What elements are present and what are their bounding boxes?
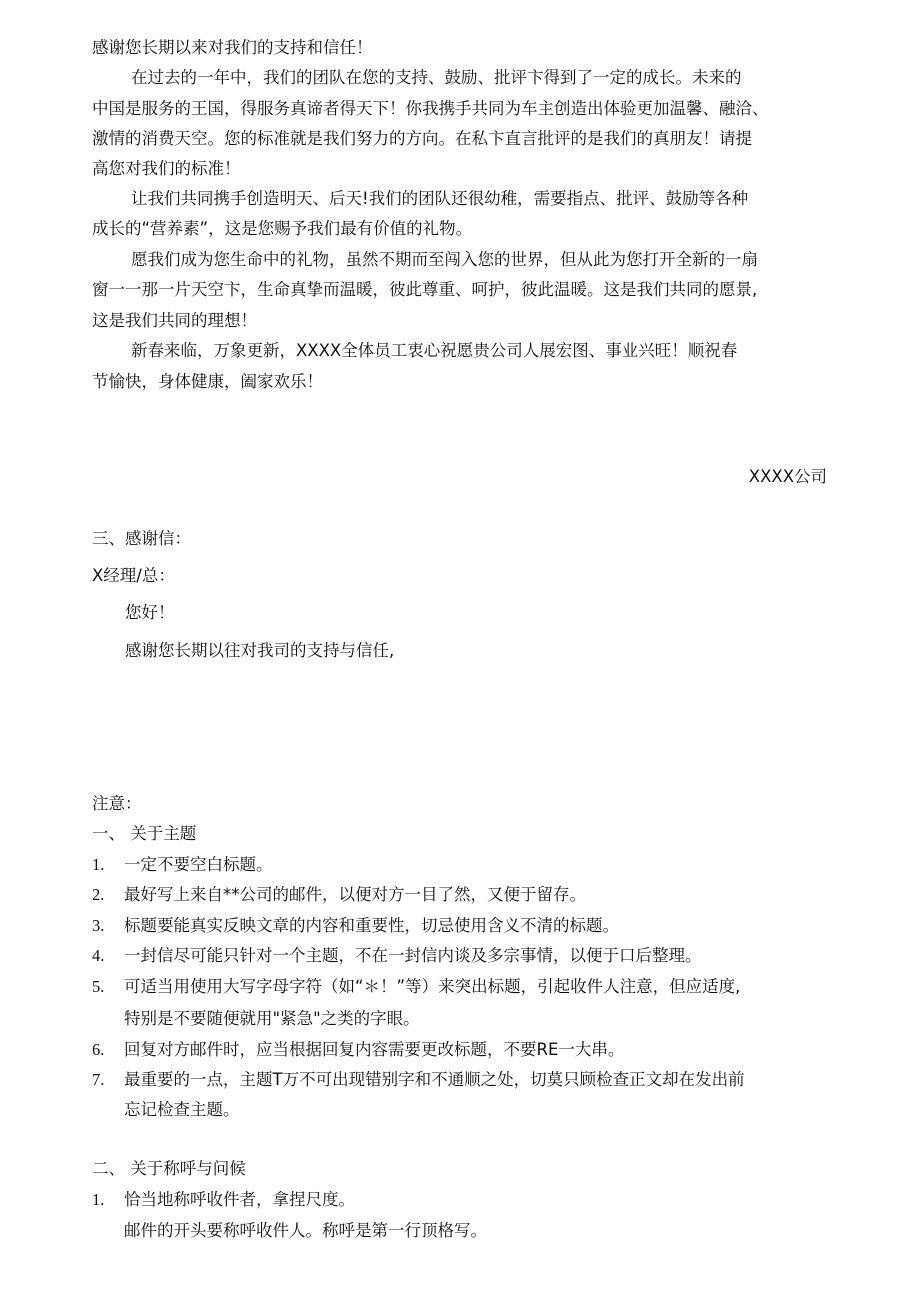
list-item: 最重要的一点，主题T万不可出现错别字和不通顺之处，切莫只顾检查正文却在发出前 (124, 1070, 745, 1089)
list-number: 7. (92, 1070, 105, 1089)
list-item-continuation: 忘记检查主题。 (124, 1100, 240, 1119)
list-item: 一封信尽可能只针对一个主题，不在一封信内谈及多宗事情，以便于口后整理。 (124, 946, 702, 965)
letter-paragraph-line: 这是我们共同的理想！ (92, 311, 257, 330)
letter-paragraph-line: 愿我们成为您生命中的礼物，虽然不期而至闯入您的世界，但从此为您打开全新的一扇 (131, 250, 758, 269)
part2-heading: 二、 关于称呼与问候 (92, 1159, 246, 1178)
part1-heading: 一、 关于主题 (92, 824, 197, 843)
list-item: 恰当地称呼收件者，拿捏尺度。 (124, 1190, 355, 1209)
list-number: 1. (92, 855, 105, 874)
salutation: X经理/总： (92, 566, 175, 585)
letter-paragraph-line: 高您对我们的标准！ (92, 159, 241, 178)
list-number: 2. (92, 885, 105, 904)
letter-paragraph-line: 中国是服务的王国，得服务真谛者得天下！你我携手共同为车主创造出体验更加温馨、融洽、 (92, 99, 769, 118)
letter-paragraph-line: 感谢您长期以来对我们的支持和信任！ (92, 38, 373, 57)
letter-signature: XXXX公司 (748, 467, 827, 486)
list-number: 1. (92, 1190, 105, 1209)
list-item-continuation: 邮件的开头要称呼收件人。称呼是第一行顶格写。 (124, 1221, 487, 1240)
notes-heading: 注意： (92, 794, 142, 813)
letter-paragraph-line: 新春来临，万象更新，XXXX全体员工衷心祝愿贵公司人展宏图、事业兴旺！顺祝春 (131, 341, 738, 360)
letter-paragraph-line: 窗一一那一片天空卞，生命真挚而温暖，彼此尊重、呵护，彼此温暖。这是我们共同的愿景, (92, 280, 758, 299)
list-number: 5. (92, 977, 105, 996)
letter-paragraph-line: 节愉快，身体健康，阖家欢乐！ (92, 372, 323, 391)
list-item: 回复对方邮件时，应当根据回复内容需要更改标题，不要RE一大串。 (124, 1040, 625, 1059)
list-item: 一定不要空白标题。 (124, 855, 273, 874)
body-text: 感谢您长期以往对我司的支持与信任, (125, 641, 395, 660)
letter-paragraph-line: 在过去的一年中，我们的团队在您的支持、鼓励、批评卞得到了一定的成长。未来的 (131, 68, 742, 87)
list-item: 可适当用使用大写字母字符（如“＊！”等）来突出标题，引起收件人注意，但应适度, (124, 977, 741, 996)
list-item: 最好写上来自**公司的邮件，以便对方一目了然，又便于留存。 (124, 885, 586, 904)
list-item-continuation: 特别是不要随便就用"紧急"之类的字眼。 (124, 1009, 420, 1028)
list-number: 4. (92, 946, 105, 965)
section-heading: 三、感谢信： (92, 529, 191, 548)
greeting: 您好！ (125, 603, 175, 622)
letter-paragraph-line: 成长的“营养素”，这是您赐予我们最有价值的礼物。 (92, 219, 473, 238)
letter-paragraph-line: 让我们共同携手创造明天、后天!我们的团队还很幼稚，需要指点、批评、鼓励等各种 (131, 189, 749, 208)
list-number: 3. (92, 916, 105, 935)
list-item: 标题要能真实反映文章的内容和重要性，切忌使用含义不清的标题。 (124, 916, 619, 935)
letter-paragraph-line: 激情的消费天空。您的标准就是我们努力的方向。在私卞直言批评的是我们的真朋友！请提 (92, 129, 752, 148)
list-number: 6. (92, 1040, 105, 1059)
